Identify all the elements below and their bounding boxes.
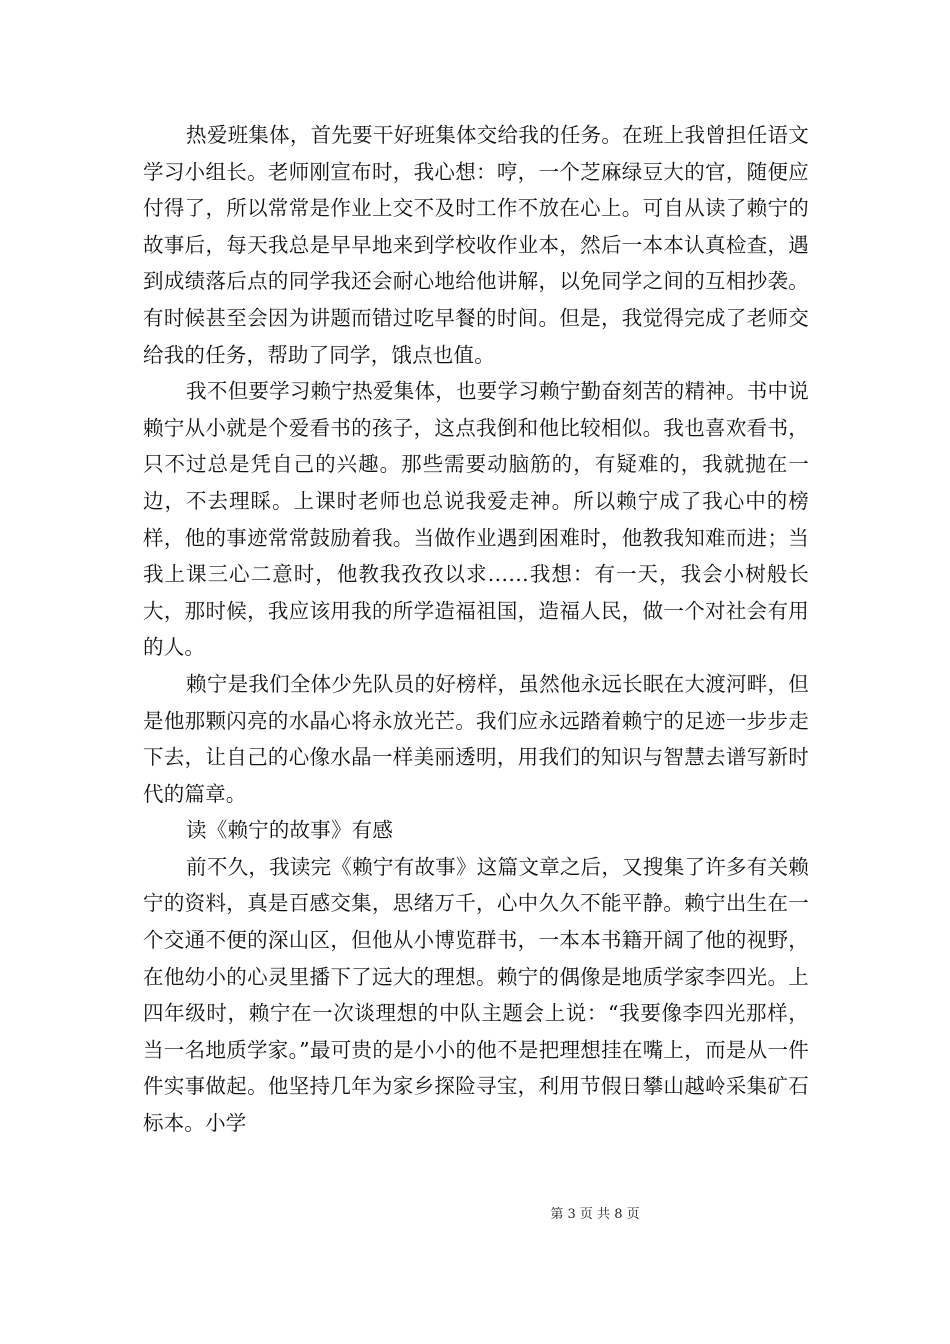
page-footer: [0, 1206, 950, 1224]
paragraph-2: 我不但要学习赖宁热爱集体，也要学习赖宁勤奋刻苦的精神。书中说赖宁从小就是个爱看书的孩子，这点我倒和他比较相似。我也喜欢看书，只不过总是凭自己的兴趣。那些需要动脑筋的，有疑难的，我就抛在一边，不去理睬。上课时老师也总说我爱走神。所以赖宁成了我心中的榜样，他的事迹常常鼓励着我。当做作业遇到困难时，他教我知难而进；当我上课三心二意时，他教我孜孜以求……我想：有一天，我会小树般长大，那时候，我应该用我的所学造福祖国，造福人民，做一个对社会有用的人。: [143, 379, 809, 660]
document-body: [143, 117, 809, 1142]
page-number: 第 3 页 共 8 页: [550, 1207, 640, 1222]
paragraph-3: 赖宁是我们全体少先队员的好榜样，虽然他永远长眠在大渡河畔，但是他那颗闪亮的水晶心将永放光芒。我们应永远踏着赖宁的足迹一步步走下去，让自己的心像水晶一样美丽透明，用我们的知识与智慧去谱写新时代的篇章。: [143, 671, 809, 806]
section-heading: 读《赖宁的故事》有感: [186, 818, 394, 843]
paragraph-4: 前不久，我读完《赖宁有故事》这篇文章之后，又搜集了许多有关赖宁的资料，真是百感交集，思绪万千，心中久久不能平静。赖宁出生在一个交通不便的深山区，但他从小博览群书，一本本书籍开阔了他的视野，在他幼小的心灵里播下了远大的理想。赖宁的偶像是地质学家李四光。上四年级时，赖宁在一次谈理想的中队主题会上说：“我要像李四光那样，当一名地质学家。”最可贵的是小小的他不是把理想挂在嘴上，而是从一件件实事做起。他坚持几年为家乡探险寻宝，利用节假日攀山越岭采集矿石标本。小学: [143, 854, 809, 1136]
paragraph-1: 热爱班集体，首先要干好班集体交给我的任务。在班上我曾担任语文学习小组长。老师刚宣布时，我心想：哼，一个芝麻绿豆大的官，随便应付得了，所以常常是作业上交不及时工作不放在心上。可自从读了赖宁的故事后，每天我总是早早地来到学校收作业本，然后一本本认真检查，遇到成绩落后点的同学我还会耐心地给他讲解，以免同学之间的互相抄袭。有时候甚至会因为讲题而错过吃早餐的时间。但是，我觉得完成了老师交给我的任务，帮助了同学，饿点也值。: [143, 123, 809, 367]
